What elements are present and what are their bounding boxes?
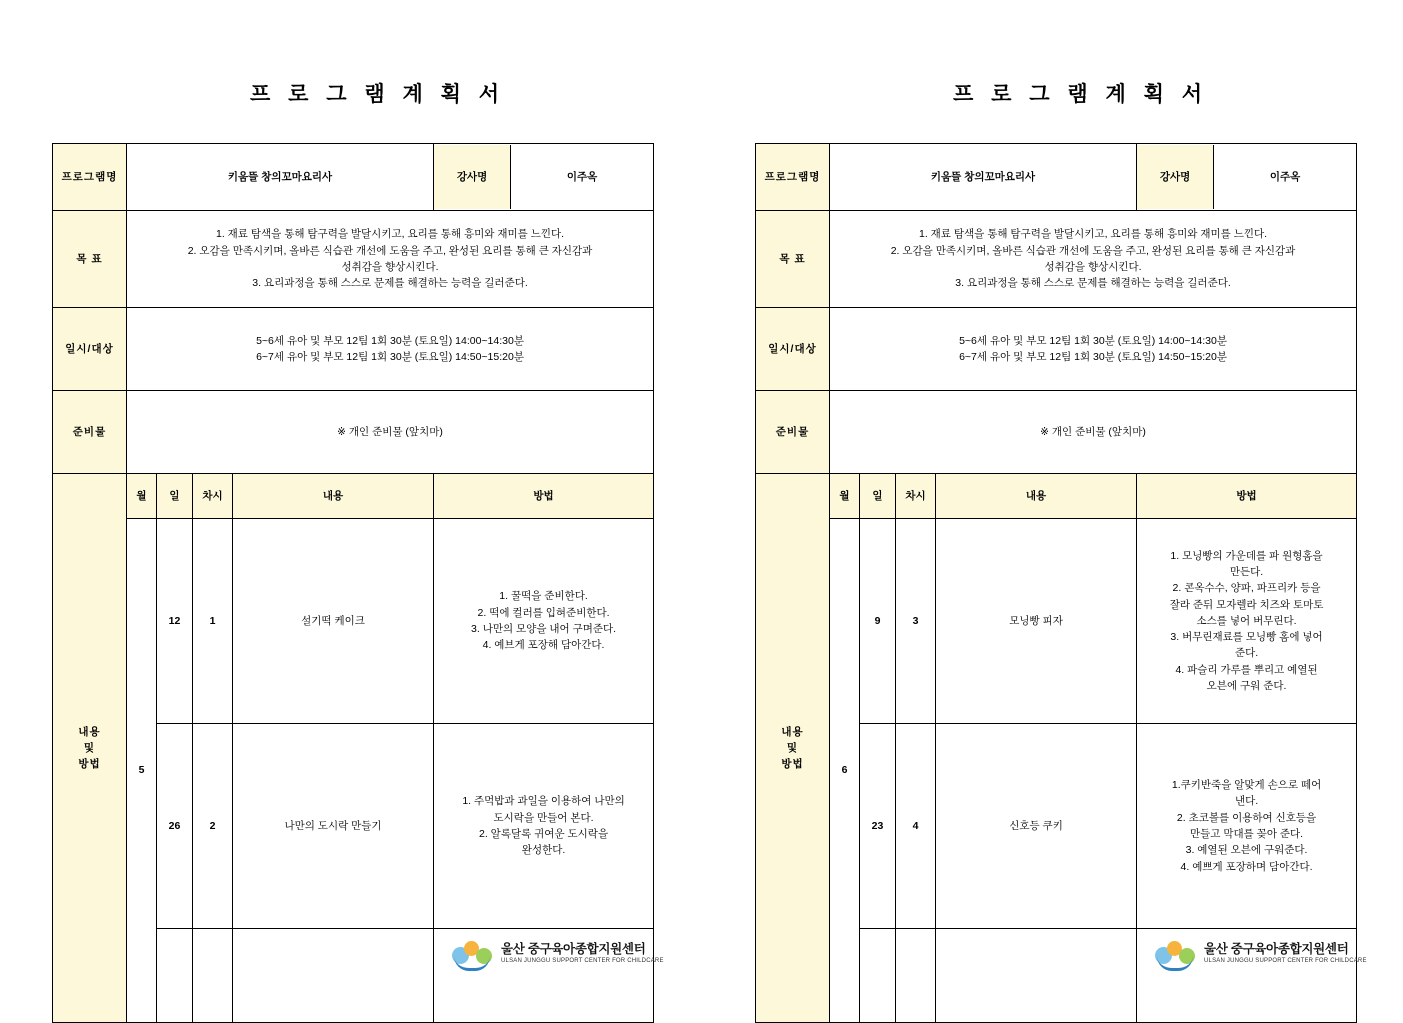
table-header-row bbox=[756, 474, 1357, 519]
logo-text bbox=[501, 942, 664, 965]
teacher-group bbox=[434, 144, 654, 211]
goal-line: 3. 요리과정을 통해 스스로 문제를 해결하는 능력을 길러준다. bbox=[252, 277, 528, 290]
table-row bbox=[53, 308, 654, 391]
value-content: 모닝빵 피자 bbox=[936, 519, 1137, 724]
value-day: 26 bbox=[157, 724, 193, 929]
value-materials: ※ 개인 준비물 (앞치마) bbox=[127, 391, 654, 474]
table-row bbox=[756, 519, 1357, 724]
method-line: 3. 나만의 모양을 내어 구며준다. bbox=[471, 623, 617, 635]
table-row bbox=[756, 211, 1357, 308]
method-line: 1. 주먹밥과 과일을 이용하여 나만의 bbox=[462, 795, 625, 808]
column-header-month: 월 bbox=[127, 474, 157, 519]
value-content: 신호등 쿠키 bbox=[936, 724, 1137, 929]
method-line: 2. 초코볼를 이용하여 신호등을 bbox=[1176, 811, 1317, 824]
method-line: 잘라 준뒤 모자렐라 치즈와 토마토 bbox=[1169, 598, 1324, 611]
label-goal: 목 표 bbox=[53, 211, 127, 308]
label-content-method: 내용 및 방법 bbox=[53, 474, 127, 1023]
empty-cell bbox=[157, 929, 193, 1023]
value-content: 설기떡 케이크 bbox=[233, 519, 434, 724]
value-content: 나만의 도시락 만들기 bbox=[233, 724, 434, 929]
method-line: 낸다. bbox=[1234, 795, 1259, 808]
logo-name-ko: 울산 중구육아종합지원센터 bbox=[501, 942, 646, 957]
value-goal bbox=[127, 211, 654, 308]
value-session: 4 bbox=[896, 724, 936, 929]
method-line: 3. 버무린재료를 모닝빵 홈에 넣어 bbox=[1170, 631, 1323, 644]
goal-line: 성취감을 향상시킨다. bbox=[1044, 261, 1142, 273]
program-plan-table bbox=[52, 143, 654, 1023]
value-teacher: 이주옥 bbox=[1269, 170, 1301, 183]
table-row bbox=[53, 211, 654, 308]
table-row bbox=[756, 308, 1357, 391]
method-line: 만든다. bbox=[1229, 566, 1264, 579]
column-header-method: 방법 bbox=[1137, 474, 1357, 519]
empty-cell bbox=[233, 929, 434, 1023]
value-month: 5 bbox=[127, 519, 157, 1023]
empty-cell bbox=[896, 929, 936, 1023]
column-header-session: 차시 bbox=[896, 474, 936, 519]
plan-sheet-left bbox=[52, 0, 703, 992]
plan-sheet-right bbox=[755, 0, 1403, 992]
method-line: 도시락을 만들어 본다. bbox=[493, 811, 594, 824]
label-schedule: 일시/대상 bbox=[53, 308, 127, 391]
schedule-line: 5~6세 유아 및 부모 12팀 1회 30분 (토요일) 14:00~14:30분 bbox=[256, 334, 524, 347]
method-line: 4. 예쁘게 포장하며 담아간다. bbox=[1180, 860, 1313, 873]
empty-cell bbox=[936, 929, 1137, 1023]
empty-cell bbox=[860, 929, 896, 1023]
method-line: 2. 콘옥수수, 양파, 파프리카 등을 bbox=[1172, 582, 1321, 595]
value-method bbox=[434, 724, 654, 929]
goal-line: 1. 재료 탐색을 통해 탐구력을 발달시키고, 요리를 통해 흥미와 재미를 느낀다. bbox=[918, 228, 1268, 241]
method-line: 오븐에 구워 준다. bbox=[1206, 679, 1287, 692]
value-session: 3 bbox=[896, 519, 936, 724]
table-row bbox=[53, 519, 654, 724]
value-method bbox=[1137, 724, 1357, 929]
method-line: 1. 꿀떡을 준비한다. bbox=[499, 590, 588, 603]
label-content-method: 내용 및 방법 bbox=[756, 474, 830, 1023]
value-day: 12 bbox=[157, 519, 193, 724]
method-line: 2. 떡에 컬러를 입혀준비한다. bbox=[477, 606, 610, 619]
center-logo-icon bbox=[452, 940, 494, 968]
logo-name-ko: 울산 중구육아종합지원센터 bbox=[1204, 942, 1349, 957]
label-program-name: 프로그램명 bbox=[53, 144, 127, 211]
value-method bbox=[1137, 519, 1357, 724]
center-logo-icon bbox=[1155, 940, 1197, 968]
logo-text bbox=[1204, 942, 1367, 965]
column-header-content: 내용 bbox=[936, 474, 1137, 519]
table-header-row bbox=[53, 474, 654, 519]
value-month: 6 bbox=[830, 519, 860, 1023]
footer-logo bbox=[1155, 940, 1367, 968]
value-goal bbox=[830, 211, 1357, 308]
logo-name-en: ULSAN JUNGGU SUPPORT CENTER FOR CHILDCARE bbox=[1204, 958, 1367, 965]
label-goal: 목 표 bbox=[756, 211, 830, 308]
label-materials: 준비물 bbox=[756, 391, 830, 474]
value-teacher: 이주옥 bbox=[566, 170, 598, 183]
column-header-content: 내용 bbox=[233, 474, 434, 519]
teacher-group bbox=[1137, 144, 1357, 211]
method-line: 4. 파슬리 가루를 뿌리고 예열된 bbox=[1175, 663, 1318, 676]
column-header-day: 일 bbox=[157, 474, 193, 519]
empty-cell bbox=[193, 929, 233, 1023]
page-title: 프 로 그 램 계 획 서 bbox=[952, 83, 1208, 106]
label-teacher: 강사명 bbox=[1137, 145, 1214, 209]
column-header-month: 월 bbox=[830, 474, 860, 519]
method-line: 2. 알록달록 귀여운 도시락을 bbox=[479, 828, 609, 840]
method-line: 4. 예브게 포장해 담아간다. bbox=[482, 639, 605, 652]
method-line: 3. 예열된 오븐에 구워준다. bbox=[1185, 844, 1308, 857]
label-schedule: 일시/대상 bbox=[756, 308, 830, 391]
schedule-line: 6~7세 유아 및 부모 12팀 1회 30분 (토요일) 14:50~15:20분 bbox=[256, 351, 524, 363]
goal-line: 2. 오감을 만족시키며, 올바른 식습관 개선에 도움을 주고, 완성된 요리를 통해 큰 자신감과 bbox=[890, 244, 1296, 257]
logo-name-en: ULSAN JUNGGU SUPPORT CENTER FOR CHILDCARE bbox=[501, 958, 664, 965]
value-day: 23 bbox=[860, 724, 896, 929]
value-session: 2 bbox=[193, 724, 233, 929]
method-line: 1.쿠키반죽을 알맞게 손으로 떼어 bbox=[1171, 779, 1322, 792]
column-header-day: 일 bbox=[860, 474, 896, 519]
value-session: 1 bbox=[193, 519, 233, 724]
column-header-method: 방법 bbox=[434, 474, 654, 519]
goal-line: 성취감을 향상시킨다. bbox=[341, 261, 439, 273]
schedule-line: 6~7세 유아 및 부모 12팀 1회 30분 (토요일) 14:50~15:20분 bbox=[959, 351, 1227, 363]
method-line: 1. 모닝빵의 가운데를 파 원형홈을 bbox=[1170, 549, 1323, 562]
table-row bbox=[756, 144, 1357, 211]
value-program-name: 키움뜰 창의꼬마요리사 bbox=[127, 144, 434, 211]
goal-line: 3. 요리과정을 통해 스스로 문제를 해결하는 능력을 길러준다. bbox=[955, 277, 1231, 290]
method-line: 만들고 막대를 꽂아 준다. bbox=[1189, 828, 1304, 840]
goal-line: 1. 재료 탐색을 통해 탐구력을 발달시키고, 요리를 통해 흥미와 재미를 느낀다. bbox=[215, 228, 565, 241]
page-title: 프 로 그 램 계 획 서 bbox=[249, 83, 505, 106]
value-method bbox=[434, 519, 654, 724]
table-row bbox=[53, 391, 654, 474]
program-plan-table bbox=[755, 143, 1357, 1023]
goal-line: 2. 오감을 만족시키며, 올바른 식습관 개선에 도움을 주고, 완성된 요리를 통해 큰 자신감과 bbox=[187, 244, 593, 257]
method-line: 완성한다. bbox=[521, 844, 566, 857]
value-schedule bbox=[127, 308, 654, 391]
label-program-name: 프로그램명 bbox=[756, 144, 830, 211]
table-row bbox=[53, 144, 654, 211]
schedule-line: 5~6세 유아 및 부모 12팀 1회 30분 (토요일) 14:00~14:30분 bbox=[959, 334, 1227, 347]
method-line: 소스를 넣어 버무린다. bbox=[1196, 614, 1297, 627]
label-teacher: 강사명 bbox=[434, 145, 511, 209]
footer-logo bbox=[452, 940, 664, 968]
method-line: 준다. bbox=[1234, 647, 1259, 660]
value-materials: ※ 개인 준비물 (앞치마) bbox=[830, 391, 1357, 474]
label-materials: 준비물 bbox=[53, 391, 127, 474]
value-day: 9 bbox=[860, 519, 896, 724]
value-program-name: 키움뜰 창의꼬마요리사 bbox=[830, 144, 1137, 211]
table-row bbox=[756, 391, 1357, 474]
column-header-session: 차시 bbox=[193, 474, 233, 519]
value-schedule bbox=[830, 308, 1357, 391]
